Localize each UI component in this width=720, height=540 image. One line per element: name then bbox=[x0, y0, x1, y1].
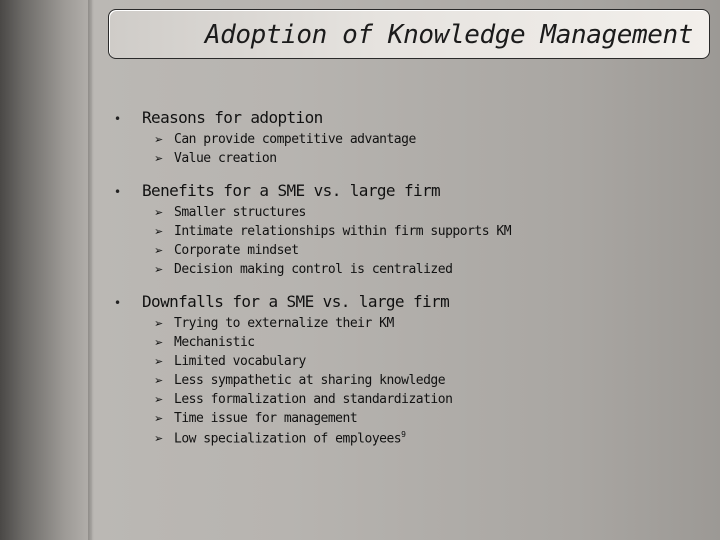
sub-list bbox=[114, 205, 704, 281]
list-item-text: Time issue for management bbox=[174, 411, 358, 426]
section-heading: Downfalls for a SME vs. large firm bbox=[142, 292, 450, 311]
list-item-text: Corporate mindset bbox=[174, 243, 299, 258]
bullet-row bbox=[114, 181, 704, 205]
title-box bbox=[108, 9, 710, 59]
arrow-bullet-icon: ➢ bbox=[154, 412, 164, 425]
list-item bbox=[154, 354, 704, 373]
left-decorative-band bbox=[0, 0, 92, 540]
list-item bbox=[154, 205, 704, 224]
list-item-text: Smaller structures bbox=[174, 205, 306, 220]
list-item-text: Value creation bbox=[174, 151, 277, 166]
list-item bbox=[154, 316, 704, 335]
list-item-text: Trying to externalize their KM bbox=[174, 316, 394, 331]
sub-list bbox=[114, 132, 704, 170]
arrow-bullet-icon: ➢ bbox=[154, 374, 164, 387]
arrow-bullet-icon: ➢ bbox=[154, 355, 164, 368]
list-item-text bbox=[174, 430, 405, 446]
section-reasons bbox=[114, 108, 704, 170]
list-item bbox=[154, 392, 704, 411]
arrow-bullet-icon: ➢ bbox=[154, 263, 164, 276]
section-downfalls bbox=[114, 292, 704, 449]
list-item bbox=[154, 243, 704, 262]
footnote-marker: 9 bbox=[401, 430, 406, 439]
section-heading: Benefits for a SME vs. large firm bbox=[142, 181, 441, 200]
list-item bbox=[154, 151, 704, 170]
arrow-bullet-icon: ➢ bbox=[154, 244, 164, 257]
list-item-text: Intimate relationships within firm supports KM bbox=[174, 224, 512, 239]
list-item bbox=[154, 132, 704, 151]
list-item bbox=[154, 262, 704, 281]
list-item bbox=[154, 373, 704, 392]
list-item bbox=[154, 430, 704, 449]
list-item-label: Low specialization of employees bbox=[174, 431, 402, 447]
list-item-text: Less formalization and standardization bbox=[174, 392, 453, 407]
arrow-bullet-icon: ➢ bbox=[154, 393, 164, 406]
list-item-text: Can provide competitive advantage bbox=[174, 132, 416, 147]
arrow-bullet-icon: ➢ bbox=[154, 152, 164, 165]
list-item-text: Less sympathetic at sharing knowledge bbox=[174, 373, 446, 388]
list-item bbox=[154, 224, 704, 243]
bullet-icon: • bbox=[114, 296, 122, 310]
arrow-bullet-icon: ➢ bbox=[154, 432, 164, 446]
list-item-text: Limited vocabulary bbox=[174, 354, 306, 369]
slide-content bbox=[114, 108, 704, 460]
section-benefits bbox=[114, 181, 704, 281]
bullet-icon: • bbox=[114, 185, 122, 199]
list-item bbox=[154, 335, 704, 354]
arrow-bullet-icon: ➢ bbox=[154, 225, 164, 238]
section-heading: Reasons for adoption bbox=[142, 108, 323, 127]
bullet-row bbox=[114, 292, 704, 316]
sub-list bbox=[114, 316, 704, 449]
arrow-bullet-icon: ➢ bbox=[154, 206, 164, 219]
bullet-row bbox=[114, 108, 704, 132]
list-item bbox=[154, 411, 704, 430]
arrow-bullet-icon: ➢ bbox=[154, 133, 164, 146]
arrow-bullet-icon: ➢ bbox=[154, 336, 164, 349]
bullet-icon: • bbox=[114, 112, 122, 126]
slide-title: Adoption of Knowledge Management bbox=[204, 20, 693, 50]
list-item-text: Mechanistic bbox=[174, 335, 255, 350]
arrow-bullet-icon: ➢ bbox=[154, 317, 164, 330]
list-item-text: Decision making control is centralized bbox=[174, 262, 453, 277]
left-band-edge bbox=[88, 0, 94, 540]
